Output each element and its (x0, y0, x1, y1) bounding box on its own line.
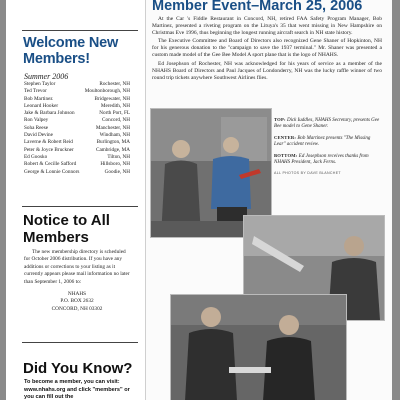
article-paragraph: At the Car 's Fiddle Restaurant in Concord, NH, retired FAA Safety Program Manager, Bob Martinez, presented a riveting program on the Lituya's 35 that went missing in New Hampshire on Christmas Eve 1996, thus beginning the longest running aircraft search in NH state history. (152, 16, 382, 37)
divider (22, 342, 138, 343)
member-row (24, 161, 130, 168)
member-name: George & Lonnie Connors (24, 168, 80, 175)
main-article (147, 0, 392, 400)
caption-bottom: BOTTOM: Ed Josephson receives thanks from NHAHS President, Jack Ferns. (274, 152, 369, 166)
divider (22, 30, 138, 31)
divider (22, 206, 138, 207)
sidebar (6, 0, 146, 400)
photo-bottom (170, 294, 347, 400)
member-name: Ron Valpey (24, 117, 49, 124)
member-name: David Devine (24, 132, 53, 139)
address-line: CONCORD, NH 03302 (51, 305, 103, 312)
member-name: Jake & Barbara Johnson (24, 110, 75, 117)
member-city: Hillsboro, NH (100, 161, 130, 168)
member-name: Peter & Joyce Bruckner (24, 146, 74, 153)
caption-top: TOP: Dick Iuddles, NHAHS Secretary, presents Gee Bee model to Gene Shaner. (274, 117, 380, 130)
member-row (24, 125, 130, 132)
member-row (24, 147, 130, 154)
member-name: Laverne & Robert Reid (24, 139, 73, 146)
address-line: NHAHS (67, 291, 87, 297)
member-row (24, 88, 130, 95)
member-name: Soha Reese (24, 124, 49, 131)
member-row (24, 110, 130, 117)
member-city: Bridgewater, NH (94, 95, 130, 102)
member-name: Robert & Cecille Safford (24, 161, 77, 168)
member-name: Leonard Hooker (24, 102, 59, 109)
member-row (24, 169, 130, 176)
member-city: Goodie, NH (104, 168, 130, 175)
new-members-list (24, 81, 130, 176)
caption-center: CENTER: Bob Martinez presents "The Missing Lear" accident review. (274, 134, 371, 148)
welcome-heading: Welcome New Members! (23, 35, 119, 67)
member-row (24, 139, 130, 146)
member-city: Rochester, NH (99, 81, 130, 87)
member-city: North Port, FL (99, 110, 130, 117)
member-row (24, 96, 130, 103)
member-row (24, 117, 130, 124)
member-city: Manchester, NH (95, 124, 130, 131)
member-city: Meredith, NH (100, 102, 130, 109)
did-you-know-heading: Did You Know? (23, 360, 133, 377)
address-line: P.O. BOX 2632 (60, 298, 94, 305)
article-paragraph: The Executive Committee and Board of Directors also recognized Gene Shaner of Hopkinton, NH for his generous donation to the "campaign to save the 1937 terminal." Mr. Shaner was presented a custom made model of the Gee Bee Model A sport plane that is the logo of NHAHS. (152, 38, 382, 59)
member-city: Concord, NH (102, 117, 130, 124)
member-city: Tilton, NH (107, 153, 130, 160)
did-you-know-text: To become a member, you can visit: www.nhahs.org and click "members" or you can fill out the (24, 379, 130, 400)
member-row (24, 81, 130, 88)
article-body (152, 16, 382, 83)
member-name: Ted Trevor (24, 88, 47, 95)
member-city: Moultonborough, NH (84, 88, 130, 95)
member-city: Windham, NH (99, 132, 130, 139)
newsletter-page (6, 0, 392, 400)
member-name: Bob Martinez (24, 95, 53, 102)
mailing-address (24, 291, 130, 313)
notice-heading: Notice to All Members (23, 212, 110, 246)
member-city: Burlington, MA (96, 139, 130, 146)
article-title: Member Event–March 25, 2006 (152, 0, 363, 14)
member-row (24, 132, 130, 139)
photo-credit: ALL PHOTOS BY DAVE BLANCHET (274, 171, 341, 176)
season-label: Summer 2006 (24, 72, 69, 81)
notice-text: The new membership directory is scheduled for October 2006 distribution. If you have any additions or corrections to your listing as it currently appears please mail information no later than September 1, 2006 to: (24, 249, 130, 285)
photo-captions (274, 117, 380, 181)
member-name: Ed Goosko (24, 153, 48, 160)
article-paragraph: Ed Josephson of Rochester, NH was acknowledged for his years of service as a member of the NHAHS Board of Directors and Paul Jacques of Londonderry, NH was the lucky raffle winner of two round trip tickets anywhere Southwest Airlines flies. (152, 60, 382, 81)
member-name: Stephen Taylor (24, 81, 56, 87)
member-row (24, 103, 130, 110)
member-city: Cambridge, MA (95, 146, 130, 153)
